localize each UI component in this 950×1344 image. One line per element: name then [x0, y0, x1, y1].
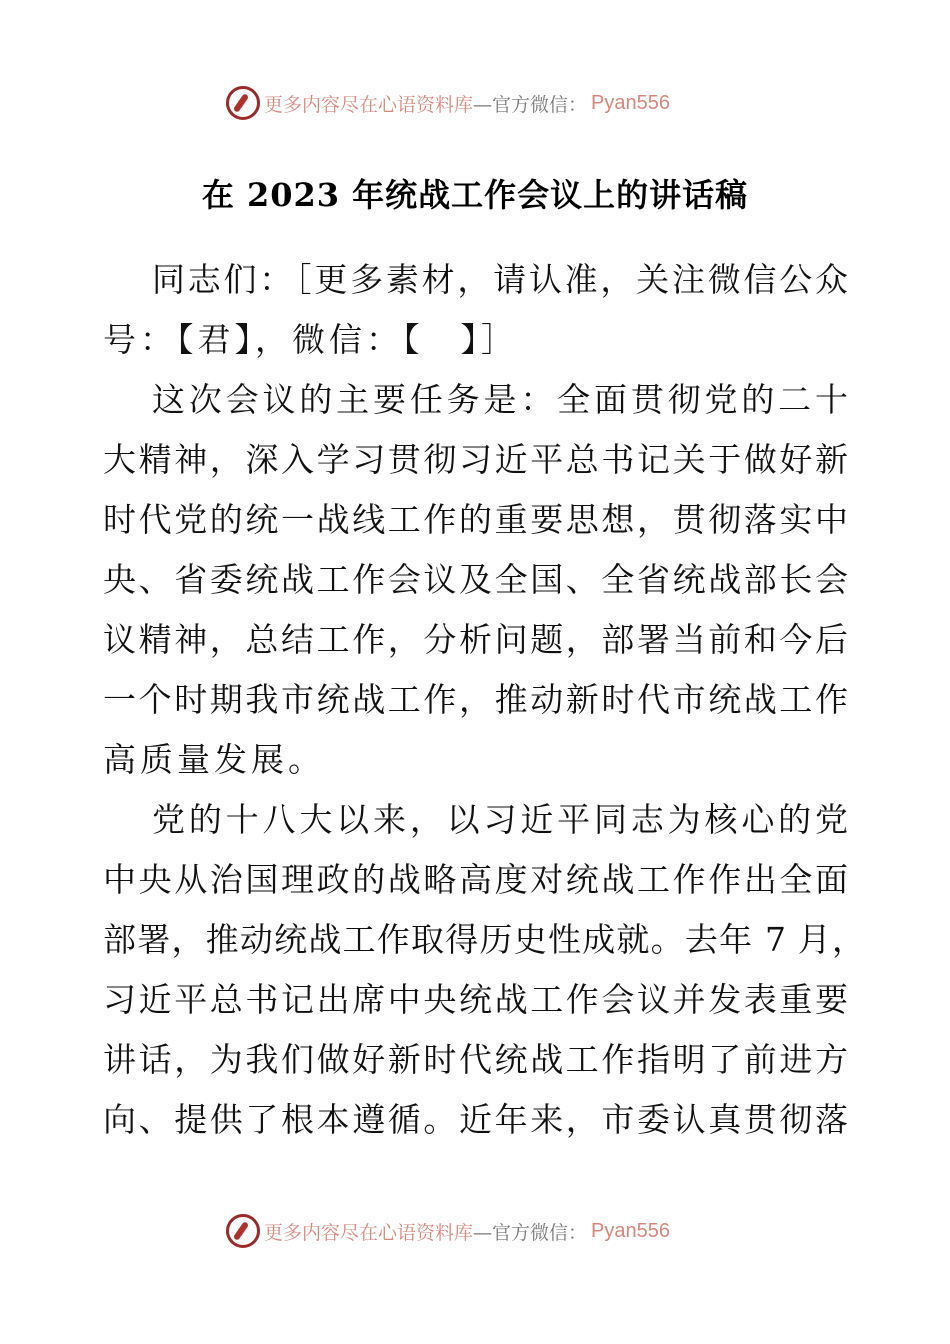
text-line: 中央从治国理政的战略高度对统战工作作出全面 — [103, 860, 848, 899]
text-line: 向、提供了根本遵循。近年来，市委认真贯彻落 — [103, 1100, 848, 1139]
logo-icon — [226, 86, 260, 120]
text-line: 大精神，深入学习贯彻习近平总书记关于做好新 — [103, 440, 848, 479]
text-line: 习近平总书记出席中央统战工作会议并发表重要 — [103, 980, 848, 1019]
watermark-header — [226, 83, 670, 123]
text-line: 议精神，总结工作，分析问题，部署当前和今后 — [103, 620, 848, 659]
text-line: 时代党的统一战线工作的重要思想，贯彻落实中 — [103, 500, 848, 539]
watermark-wechat-id: Pyan556 — [591, 1219, 670, 1242]
document-title: 在 2023 年统战工作会议上的讲话稿 — [201, 176, 749, 214]
watermark-text: 更多内容尽在心语资料库 — [264, 1221, 474, 1244]
text-line: 党的十八大以来，以习近平同志为核心的党 — [152, 800, 848, 839]
logo-icon — [226, 1214, 260, 1248]
text-line: 一个时期我市统战工作，推动新时代市统战工作 — [103, 680, 848, 719]
watermark-text: 更多内容尽在心语资料库 — [264, 93, 474, 116]
text-line: 这次会议的主要任务是：全面贯彻党的二十 — [152, 380, 848, 419]
watermark-footer — [226, 1211, 670, 1251]
text-line: 央、省委统战工作会议及全国、全省统战部长会 — [103, 560, 848, 599]
text-line: 讲话，为我们做好新时代统战工作指明了前进方 — [103, 1040, 848, 1079]
watermark-wechat-label: —官方微信： — [473, 93, 588, 116]
text-line: 高质量发展。 — [103, 740, 325, 779]
text-line: 部署，推动统战工作取得历史性成就。去年 7 月， — [103, 920, 865, 959]
watermark-wechat-label: —官方微信： — [473, 1221, 588, 1244]
watermark-wechat-id: Pyan556 — [591, 91, 670, 114]
text-line: 同志们：［更多素材，请认准，关注微信公众 — [152, 260, 848, 299]
text-line: 号：【君】，微信：【 】］ — [103, 320, 518, 359]
